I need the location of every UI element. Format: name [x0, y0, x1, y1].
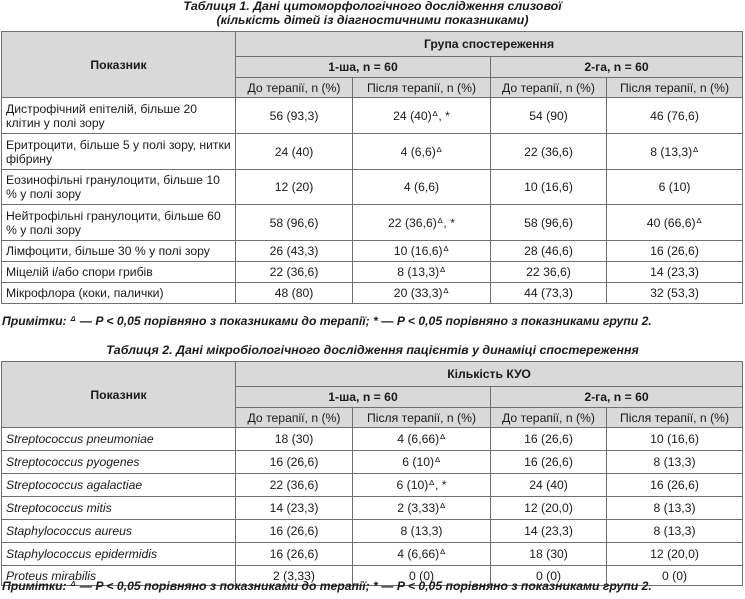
- cell-value: 58 (96,6): [491, 205, 607, 241]
- cell-value: 40 (66,6)ᐞ: [607, 205, 743, 241]
- cell-value: 18 (30): [491, 543, 607, 566]
- cell-value: 16 (26,6): [236, 520, 353, 543]
- table2-row: [2, 543, 743, 566]
- cell-value: 12 (20,0): [607, 543, 743, 566]
- cell-value: 10 (16,6): [491, 170, 607, 205]
- row-label: Еозинофільні гранулоцити, більше 10 % у полі зору: [2, 170, 236, 205]
- cell-value: 6 (10): [607, 170, 743, 205]
- cell-value: 22 (36,6): [236, 262, 353, 283]
- row-label: Лімфоцити, більше 30 % у полі зору: [2, 241, 236, 262]
- cell-value: 8 (13,3): [607, 497, 743, 520]
- table1-header-group2: 2-га, n = 60: [491, 57, 743, 78]
- table2: [1, 361, 743, 586]
- cell-value: 22 36,6): [491, 262, 607, 283]
- cell-value: 26 (43,3): [236, 241, 353, 262]
- cell-value: 54 (90): [491, 98, 607, 134]
- cell-value: 48 (80): [236, 283, 353, 304]
- table2-row: [2, 451, 743, 474]
- table1-header-after-2: Після терапії, n (%): [607, 78, 743, 98]
- cell-value: 10 (16,6): [607, 428, 743, 451]
- row-label: Дистрофічний епітелій, більше 20 клітин у полі зору: [2, 98, 236, 134]
- cell-value: 24 (40): [236, 134, 353, 170]
- table1-header-group: Група спостереження: [236, 32, 743, 57]
- cell-value: 8 (13,3): [353, 520, 491, 543]
- cell-value: 12 (20): [236, 170, 353, 205]
- row-label: Proteus mirabilis: [2, 566, 236, 586]
- row-label: Streptococcus pyogenes: [2, 451, 236, 474]
- table1-header-indicator: Показник: [2, 32, 236, 98]
- cell-value: 28 (46,6): [491, 241, 607, 262]
- row-label: Streptococcus agalactiae: [2, 474, 236, 497]
- table1-row: [2, 205, 743, 241]
- cell-value: 6 (10)ᐞ, *: [353, 474, 491, 497]
- cell-value: 18 (30): [236, 428, 353, 451]
- cell-value: 4 (6,6)ᐞ: [353, 134, 491, 170]
- table1-header-before-2: До терапії, n (%): [491, 78, 607, 98]
- cell-value: 14 (23,3): [607, 262, 743, 283]
- cell-value: 24 (40): [491, 474, 607, 497]
- table2-header-after-2: Після терапії, n (%): [607, 408, 743, 428]
- cell-value: 32 (53,3): [607, 283, 743, 304]
- table1-row: [2, 134, 743, 170]
- table1-caption: [0, 0, 745, 27]
- cell-value: 6 (10)ᐞ: [353, 451, 491, 474]
- cell-value: 16 (26,6): [236, 543, 353, 566]
- cell-value: 22 (36,6): [236, 474, 353, 497]
- cell-value: 2 (3,33)ᐞ: [353, 497, 491, 520]
- cell-value: 58 (96,6): [236, 205, 353, 241]
- row-label: Staphylococcus epidermidis: [2, 543, 236, 566]
- table1-note: Примітки: ᐞ — P < 0,05 порівняно з показниками до терапії; * — P < 0,05 порівняно з показниками групи 2.: [2, 314, 652, 328]
- table2-header-before-2: До терапії, n (%): [491, 408, 607, 428]
- table1-header-group1: 1-ша, n = 60: [236, 57, 491, 78]
- cell-value: 8 (13,3)ᐞ: [353, 262, 491, 283]
- cell-value: 16 (26,6): [491, 428, 607, 451]
- cell-value: 46 (76,6): [607, 98, 743, 134]
- table2-row: [2, 474, 743, 497]
- cell-value: 16 (26,6): [607, 474, 743, 497]
- cell-value: 22 (36,6): [491, 134, 607, 170]
- table1-row: [2, 241, 743, 262]
- table2-row: [2, 428, 743, 451]
- table1-caption-line1: Таблиця 1. Дані цитоморфологічного дослідження слизової: [183, 0, 562, 13]
- row-label: Streptococcus mitis: [2, 497, 236, 520]
- table1-caption-line2: (кількість дітей із діагностичними показниками): [216, 13, 529, 27]
- table1-row: [2, 170, 743, 205]
- row-label: Міцелій і/або спори грибів: [2, 262, 236, 283]
- cell-value: 0 (0): [491, 566, 607, 586]
- cell-value: 8 (13,3): [607, 451, 743, 474]
- cell-value: 0 (0): [353, 566, 491, 586]
- cell-value: 4 (6,66)ᐞ: [353, 543, 491, 566]
- cell-value: 8 (13,3)ᐞ: [607, 134, 743, 170]
- table1-header-before-1: До терапії, n (%): [236, 78, 353, 98]
- cell-value: 8 (13,3): [607, 520, 743, 543]
- table2-caption: Таблиця 2. Дані мікробіологічного дослідження пацієнтів у динаміці спостереження: [106, 343, 639, 357]
- cell-value: 14 (23,3): [236, 497, 353, 520]
- cell-value: 14 (23,3): [491, 520, 607, 543]
- cell-value: 10 (16,6)ᐞ: [353, 241, 491, 262]
- table2-header-indicator: Показник: [2, 362, 236, 428]
- table2-header-group1: 1-ша, n = 60: [236, 387, 491, 408]
- cell-value: 0 (0): [607, 566, 743, 586]
- table2-row: [2, 520, 743, 543]
- cell-value: 4 (6,6): [353, 170, 491, 205]
- cell-value: 24 (40)ᐞ, *: [353, 98, 491, 134]
- row-label: Staphylococcus aureus: [2, 520, 236, 543]
- table1-row: [2, 283, 743, 304]
- cell-value: 56 (93,3): [236, 98, 353, 134]
- table2-header-group2: 2-га, n = 60: [491, 387, 743, 408]
- table1-row: [2, 98, 743, 134]
- cell-value: 16 (26,6): [236, 451, 353, 474]
- cell-value: 16 (26,6): [491, 451, 607, 474]
- row-label: Мікрофлора (коки, палички): [2, 283, 236, 304]
- table2-header-before-1: До терапії, n (%): [236, 408, 353, 428]
- table1: [1, 31, 743, 304]
- table1-row: [2, 262, 743, 283]
- row-label: Еритроцити, більше 5 у полі зору, нитки фібрину: [2, 134, 236, 170]
- cell-value: 20 (33,3)ᐞ: [353, 283, 491, 304]
- cell-value: 12 (20,0): [491, 497, 607, 520]
- cell-value: 22 (36,6)ᐞ, *: [353, 205, 491, 241]
- table2-row: [2, 497, 743, 520]
- row-label: Streptococcus pneumoniae: [2, 428, 236, 451]
- table2-header-group: Кількість КУО: [236, 362, 743, 387]
- cell-value: 2 (3,33): [236, 566, 353, 586]
- table1-header-after-1: Після терапії, n (%): [353, 78, 491, 98]
- cell-value: 44 (73,3): [491, 283, 607, 304]
- cell-value: 4 (6,66)ᐞ: [353, 428, 491, 451]
- table2-note: Примітки: ᐞ — P < 0,05 порівняно з показниками до терапії; * — P < 0,05 порівняно з показниками групи 2.: [2, 579, 652, 593]
- row-label: Нейтрофільні гранулоцити, більше 60 % у полі зору: [2, 205, 236, 241]
- table2-header-after-1: Після терапії, n (%): [353, 408, 491, 428]
- cell-value: 16 (26,6): [607, 241, 743, 262]
